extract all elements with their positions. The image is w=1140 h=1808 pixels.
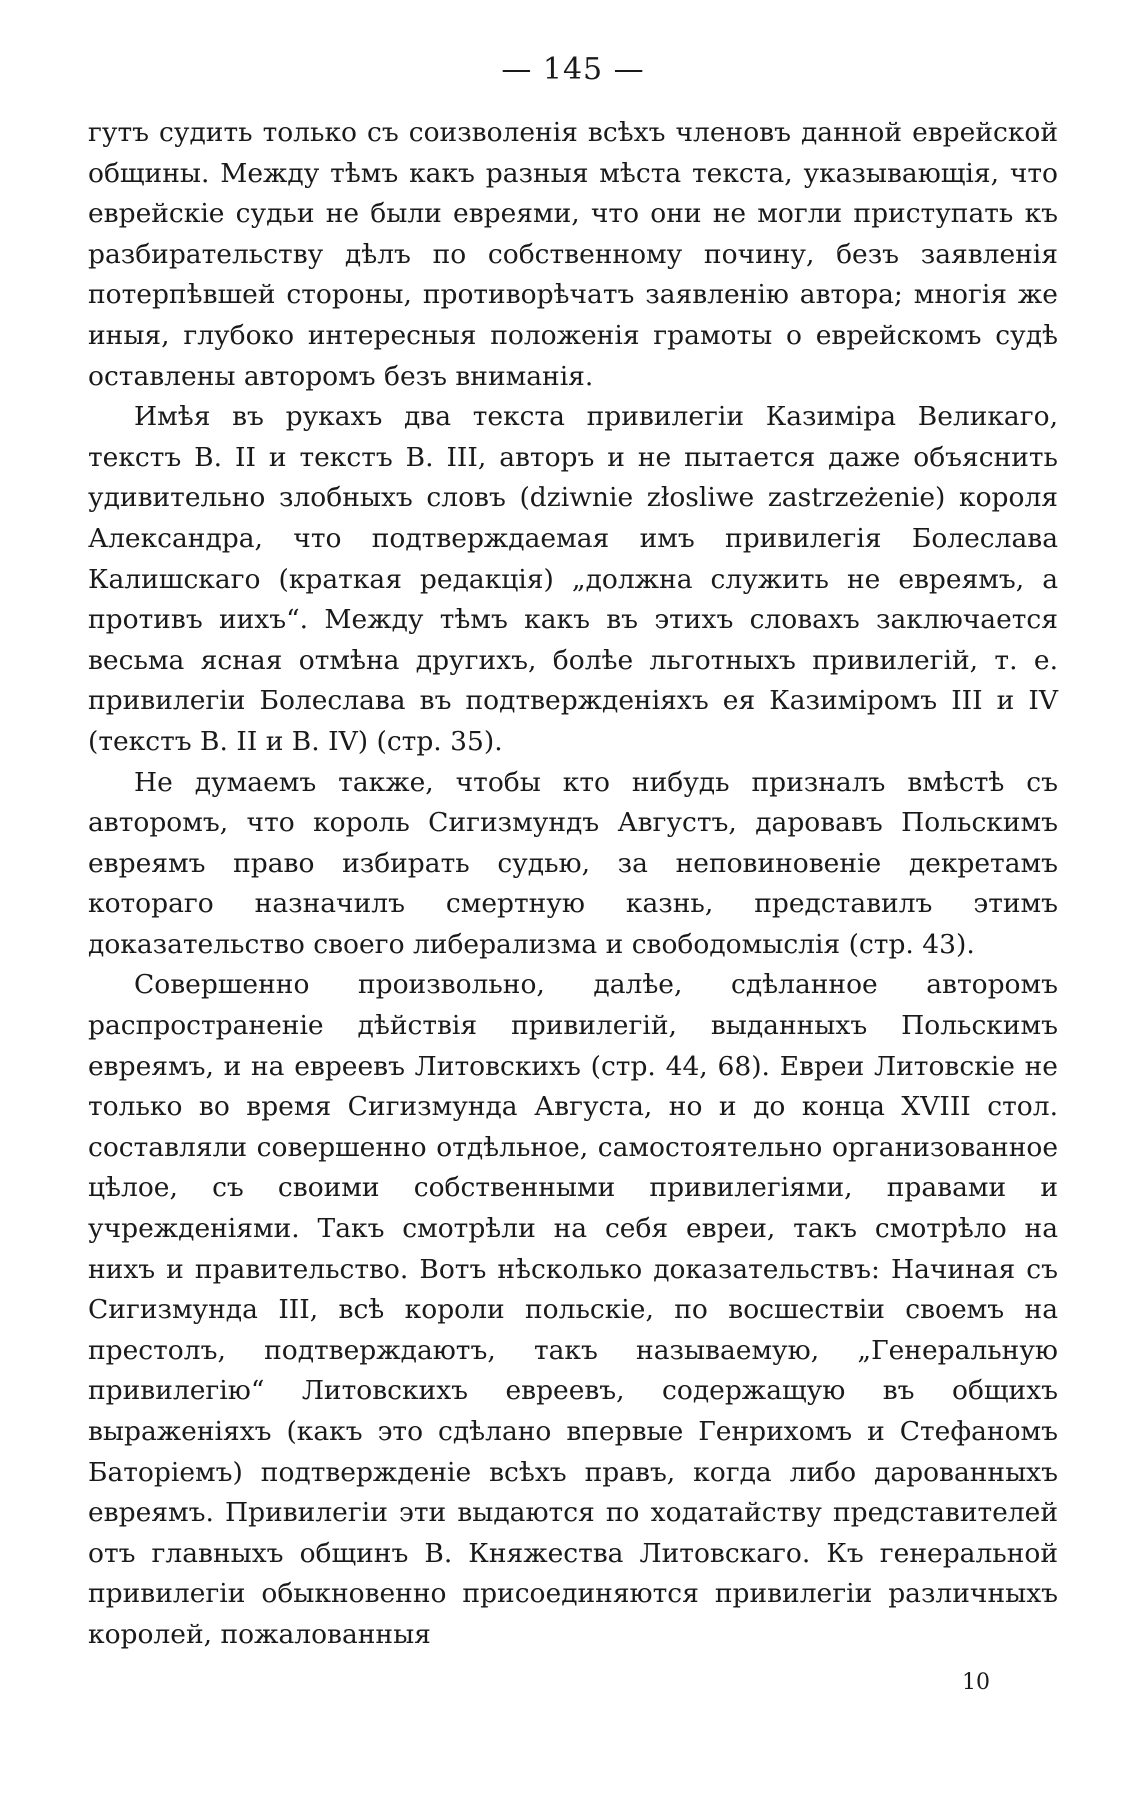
paragraph-3: Не думаемъ также, чтобы кто нибудь призналъ вмѣстѣ съ авторомъ, что король Сигизмундъ Августъ, даровавъ Польскимъ евреямъ право избирать судью, за неповиновеніе декретамъ котораго назначилъ смертную казнь, представилъ этимъ доказательство своего либерализма и свободомыслія (стр. 43). [88,766,1058,960]
paragraph-1: гутъ судить только съ соизволенія всѣхъ членовъ данной еврейской общины. Между тѣмъ какъ разныя мѣста текста, указывающія, что еврейскіе судьи не были евреями, что они не могли приступать къ разбирательству дѣлъ по собственному почину, безъ заявленія потерпѣвшей стороны, противорѣчатъ заявленію автора; многія же иныя, глубоко интересныя положенія грамоты о еврейскомъ судѣ оставлены авторомъ безъ вниманія. [88,117,1058,392]
paragraph-4: Совершенно произвольно, далѣе, сдѣланное авторомъ распространеніе дѣйствія привилегій, выданныхъ Польскимъ евреямъ, и на евреевъ Литовскихъ (стр. 44, 68). Евреи Литовскіе не только во время Сигизмунда Августа, но и до конца XVIII стол. составляли совершенно отдѣльное, самостоятельно организованное цѣлое, съ своими собственными привилегіями, правами и учрежденіями. Такъ смотрѣли на себя евреи, такъ смотрѣло на нихъ и правительство. Вотъ нѣсколько доказательствъ: Начиная съ Сигизмунда III, всѣ короли польскіе, по восшествіи своемъ на престолъ, подтверждаютъ, такъ называемую, „Генеральную привилегію“ Литовскихъ евреевъ, содержащую въ общихъ выраженіяхъ (какъ это сдѣлано впервые Генрихомъ и Стефаномъ Баторіемъ) подтвержденіе всѣхъ правъ, когда либо дарованныхъ евреямъ. Привилегіи эти выдаются по ходатайству представителей отъ главныхъ общинъ В. Княжества Литовскаго. Къ генеральной привилегіи обыкновенно присоединяются привилегіи различныхъ королей, пожалованныя [88,969,1058,1650]
paragraph-2: Имѣя въ рукахъ два текста привилегіи Казиміра Великаго, текстъ В. II и текстъ В. III, авторъ и не пытается даже объяснить удивительно злобныхъ словъ (dziwnie złosliwe zastrzeżenie) короля Александра, что подтверждаемая имъ привилегія Болеслава Калишскаго (краткая редакція) „должна служить не евреямъ, а противъ иихъ“. Между тѣмъ какъ въ этихъ словахъ заключается весьма ясная отмѣна другихъ, болѣе льготныхъ привилегій, т. е. привилегіи Болеслава въ подтвержденіяхъ ея Казиміромъ III и IV (текстъ В. II и В. IV) (стр. 35). [88,401,1058,757]
page-number: — 145 — [501,52,645,87]
signature-mark: 10 [962,1670,990,1695]
